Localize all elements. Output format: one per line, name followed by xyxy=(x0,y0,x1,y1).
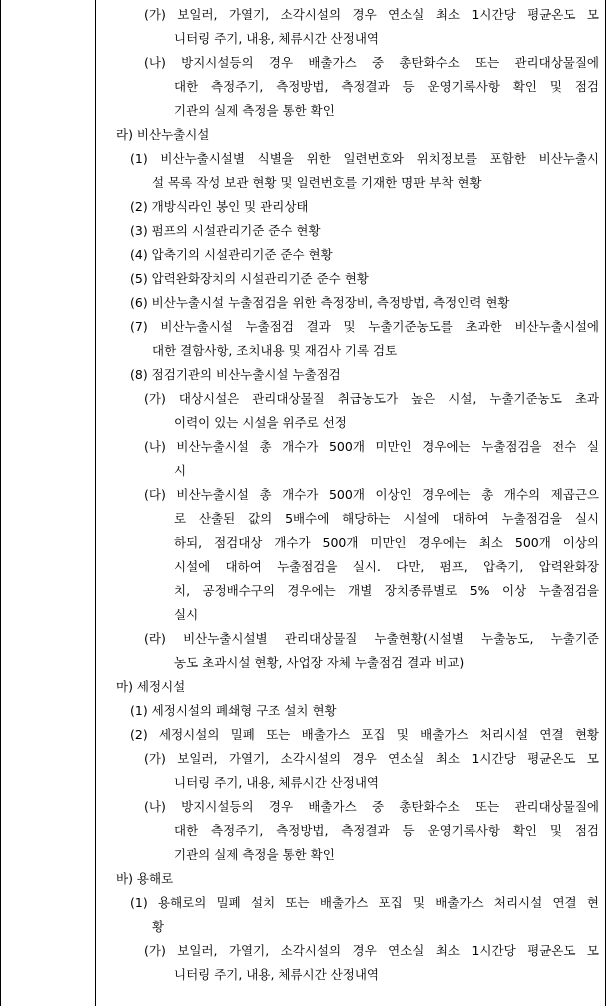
text-line: (3) 펌프의 시설관리기준 준수 현황 xyxy=(130,223,321,238)
text-line: 기관의 실제 측정을 통한 확인 xyxy=(174,847,335,862)
text-line: 설 목록 작성 보관 현황 및 일련번호를 기재한 명판 부착 현황 xyxy=(152,175,482,190)
text-line: (1) 용해로의 밀폐 설치 또는 배출가스 포집 및 배출가스 처리시설 연결 현 xyxy=(130,895,599,910)
text-line: (나) 비산누출시설 총 개수가 500개 미만인 경우에는 누출점검을 전수 실 xyxy=(144,439,599,454)
text-line: (2) 세정시설의 밀폐 또는 배출가스 포집 및 배출가스 처리시설 연결 현황 xyxy=(130,727,599,742)
text-line: (7) 비산누출시설 누출점검 결과 및 누출기준농도를 초과한 비산누출시설에 xyxy=(130,319,599,334)
text-line: (5) 압력완화장치의 시설관리기준 준수 현황 xyxy=(130,271,369,286)
text-line: (가) 보일러, 가열기, 소각시설의 경우 연소실 최소 1시간당 평균온도 모 xyxy=(144,943,599,958)
text-line: (8) 점검기관의 비산누출시설 누출점검 xyxy=(130,367,341,382)
table-border-left xyxy=(0,0,1,1006)
text-line: 농도 초과시설 현황, 사업장 자체 누출점검 결과 비교) xyxy=(174,655,465,670)
text-line: 로 산출된 값의 5배수에 해당하는 시설에 대하여 누출점검을 실시 xyxy=(174,511,599,526)
text-line: (나) 방지시설등의 경우 배출가스 중 총탄화수소 또는 관리대상물질에 xyxy=(144,799,599,814)
text-line: (2) 개방식라인 봉인 및 관리상태 xyxy=(130,199,309,214)
text-line: (라) 비산누출시설별 관리대상물질 누출현황(시설별 누출농도, 누출기준 xyxy=(144,631,599,646)
text-line: 시 xyxy=(174,463,187,478)
text-line: (4) 압축기의 시설관리기준 준수 현황 xyxy=(130,247,333,262)
text-line: (1) 비산누출시설별 식별을 위한 일련번호와 위치정보를 포함한 비산누출시 xyxy=(130,151,599,166)
text-line: 기관의 실제 측정을 통한 확인 xyxy=(174,103,335,118)
text-line: 마) 세정시설 xyxy=(116,679,186,694)
table-border-right xyxy=(605,0,606,1006)
text-line: (가) 대상시설은 관리대상물질 취급농도가 높은 시설, 누출기준농도 초과 xyxy=(144,391,599,406)
text-line: 하되, 점검대상 개수가 500개 미만인 경우에는 최소 500개 이상의 xyxy=(174,535,599,550)
text-line: (6) 비산누출시설 누출점검을 위한 측정장비, 측정방법, 측정인력 현황 xyxy=(130,295,510,310)
text-line: 니터링 주기, 내용, 체류시간 산정내역 xyxy=(174,31,379,46)
text-line: (1) 세정시설의 폐쇄형 구조 설치 현황 xyxy=(130,703,337,718)
text-line: 이력이 있는 시설을 위주로 선정 xyxy=(174,415,347,430)
text-line: (가) 보일러, 가열기, 소각시설의 경우 연소실 최소 1시간당 평균온도 모 xyxy=(144,751,599,766)
text-line: 대한 측정주기, 측정방법, 측정결과 등 운영기록사항 확인 및 점검 xyxy=(174,79,599,94)
text-line: 라) 비산누출시설 xyxy=(116,127,210,142)
text-line: 황 xyxy=(152,919,165,934)
text-line: 대한 결함사항, 조치내용 및 재검사 기록 검토 xyxy=(152,343,398,358)
text-line: 치, 공정배수구의 경우에는 개별 장치종류별로 5% 이상 누출점검을 xyxy=(174,583,599,598)
text-line: 니터링 주기, 내용, 체류시간 산정내역 xyxy=(174,967,379,982)
text-line: 대한 측정주기, 측정방법, 측정결과 등 운영기록사항 확인 및 점검 xyxy=(174,823,599,838)
text-line: (나) 방지시설등의 경우 배출가스 중 총탄화수소 또는 관리대상물질에 xyxy=(144,55,599,70)
text-line: (다) 비산누출시설 총 개수가 500개 이상인 경우에는 총 개수의 제곱근으 xyxy=(144,487,599,502)
text-line: 바) 용해로 xyxy=(116,871,174,886)
text-line: (가) 보일러, 가열기, 소각시설의 경우 연소실 최소 1시간당 평균온도 모 xyxy=(144,7,599,22)
table-content-cell xyxy=(96,3,605,987)
text-line: 시설에 대하여 누출점검을 실시. 다만, 펌프, 압축기, 압력완화장 xyxy=(174,559,599,574)
text-line: 니터링 주기, 내용, 체류시간 산정내역 xyxy=(174,775,379,790)
text-line: 실시 xyxy=(174,607,199,622)
